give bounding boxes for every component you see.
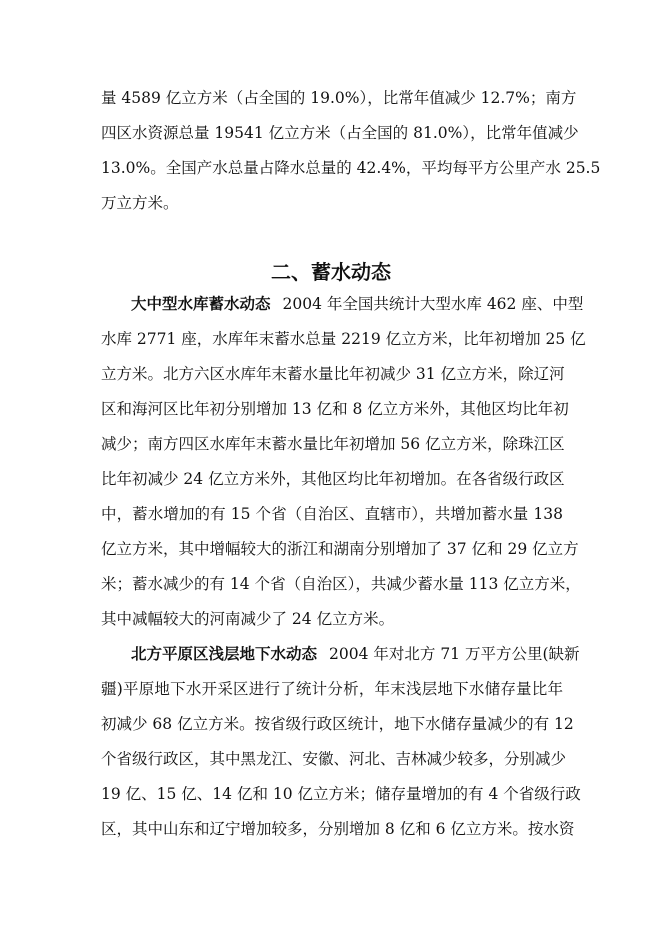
paragraph-first-line [131,644,580,664]
paragraph-line: 减少；南方四区水库年末蓄水量比年初增加 56 亿立方米，除珠江区 [101,435,565,453]
paragraph-line: 初减少 68 亿立方米。按省级行政区统计，地下水储存量减少的有 12 [101,715,574,733]
paragraph-line: 区，其中山东和辽宁增加较多，分别增加 8 亿和 6 亿立方米。按水资 [101,820,575,838]
paragraph-line: 区和海河区比年初分别增加 13 亿和 8 亿立方米外，其他区均比年初 [101,400,569,418]
paragraph-first-line [131,294,584,314]
paragraph-line: 13.0%。全国产水总量占降水总量的 42.4%，平均每平方公里产水 25.5 [101,159,601,177]
paragraph-line: 立方米。北方六区水库年末蓄水量比年初减少 31 亿立方米，除辽河 [101,365,565,383]
paragraph-line: 四区水资源总量 19541 亿立方米（占全国的 81.0%），比常年值减少 [101,124,579,142]
paragraph-text: 2004 年对北方 71 万平方公里(缺新 [329,645,580,663]
paragraph-line: 中，蓄水增加的有 15 个省（自治区、直辖市），共增加蓄水量 138 [101,505,563,523]
section-heading: 二、蓄水动态 [271,260,391,284]
paragraph-line: 亿立方米，其中增幅较大的浙江和湖南分别增加了 37 亿和 29 亿立方 [101,540,579,558]
paragraph-line: 疆)平原地下水开采区进行了统计分析，年末浅层地下水储存量比年 [101,680,563,698]
paragraph-line: 万立方米。 [101,194,179,212]
paragraph-line: 量 4589 亿立方米（占全国的 19.0%），比常年值减少 12.7%；南方 [101,89,577,107]
paragraph-line: 19 亿、15 亿、14 亿和 10 亿立方米；储存量增加的有 4 个省级行政 [101,785,581,803]
paragraph-text: 2004 年全国共统计大型水库 462 座、中型 [282,295,584,313]
paragraph-line: 水库 2771 座，水库年末蓄水总量 2219 亿立方米，比年初增加 25 亿 [101,330,586,348]
reservoir-title: 大中型水库蓄水动态 [131,295,271,313]
paragraph-line: 其中减幅较大的河南减少了 24 亿立方米。 [101,610,395,628]
paragraph-line: 米；蓄水减少的有 14 个省（自治区），共减少蓄水量 113 亿立方米， [101,575,581,593]
groundwater-title: 北方平原区浅层地下水动态 [131,645,318,663]
paragraph-line: 个省级行政区，其中黑龙江、安徽、河北、吉林减少较多，分别减少 [101,750,567,768]
paragraph-line: 比年初减少 24 亿立方米外，其他区均比年初增加。在各省级行政区 [101,470,565,488]
